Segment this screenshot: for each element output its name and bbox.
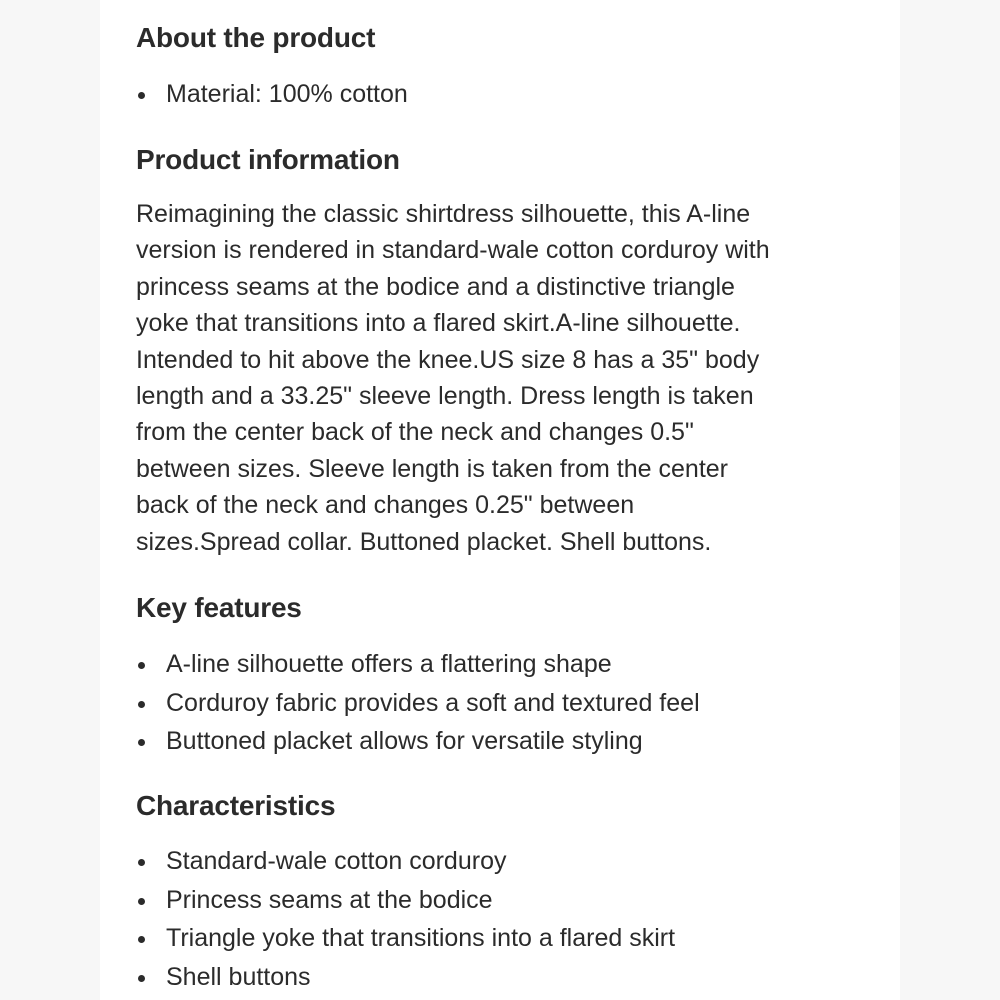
list-item: Material: 100% cotton <box>136 75 408 114</box>
list-item: A-line silhouette offers a flattering shape <box>136 645 700 684</box>
characteristics-list <box>136 842 675 996</box>
key-features-heading: Key features <box>136 592 302 623</box>
product-information-heading: Product information <box>136 144 400 175</box>
list-item: Princess seams at the bodice <box>136 881 675 920</box>
list-item: Buttoned placket allows for versatile styling <box>136 722 700 761</box>
list-item: Standard-wale cotton corduroy <box>136 842 675 881</box>
about-product-list <box>136 75 408 114</box>
list-item: Shell buttons <box>136 958 675 997</box>
product-details-card <box>100 0 900 1000</box>
product-description: Reimagining the classic shirtdress silhouette, this A-line version is rendered in standard-wale cotton corduroy with princess seams at the bodice and a distinctive triangle yoke that transitions into a flared skirt.A-line silhouette. Intended to hit above the knee.US size 8 has a 35" body length and a 33.25" sleeve length. Dress length is taken from the center back of the neck and changes 0.5" between sizes. Sleeve length is taken from the center back of the neck and changes 0.25" between sizes.Spread collar. Buttoned placket. Shell buttons. <box>136 200 770 556</box>
list-item: Corduroy fabric provides a soft and textured feel <box>136 684 700 723</box>
key-features-list <box>136 645 700 761</box>
characteristics-heading: Characteristics <box>136 790 336 821</box>
about-product-heading: About the product <box>136 22 376 53</box>
list-item: Triangle yoke that transitions into a flared skirt <box>136 919 675 958</box>
